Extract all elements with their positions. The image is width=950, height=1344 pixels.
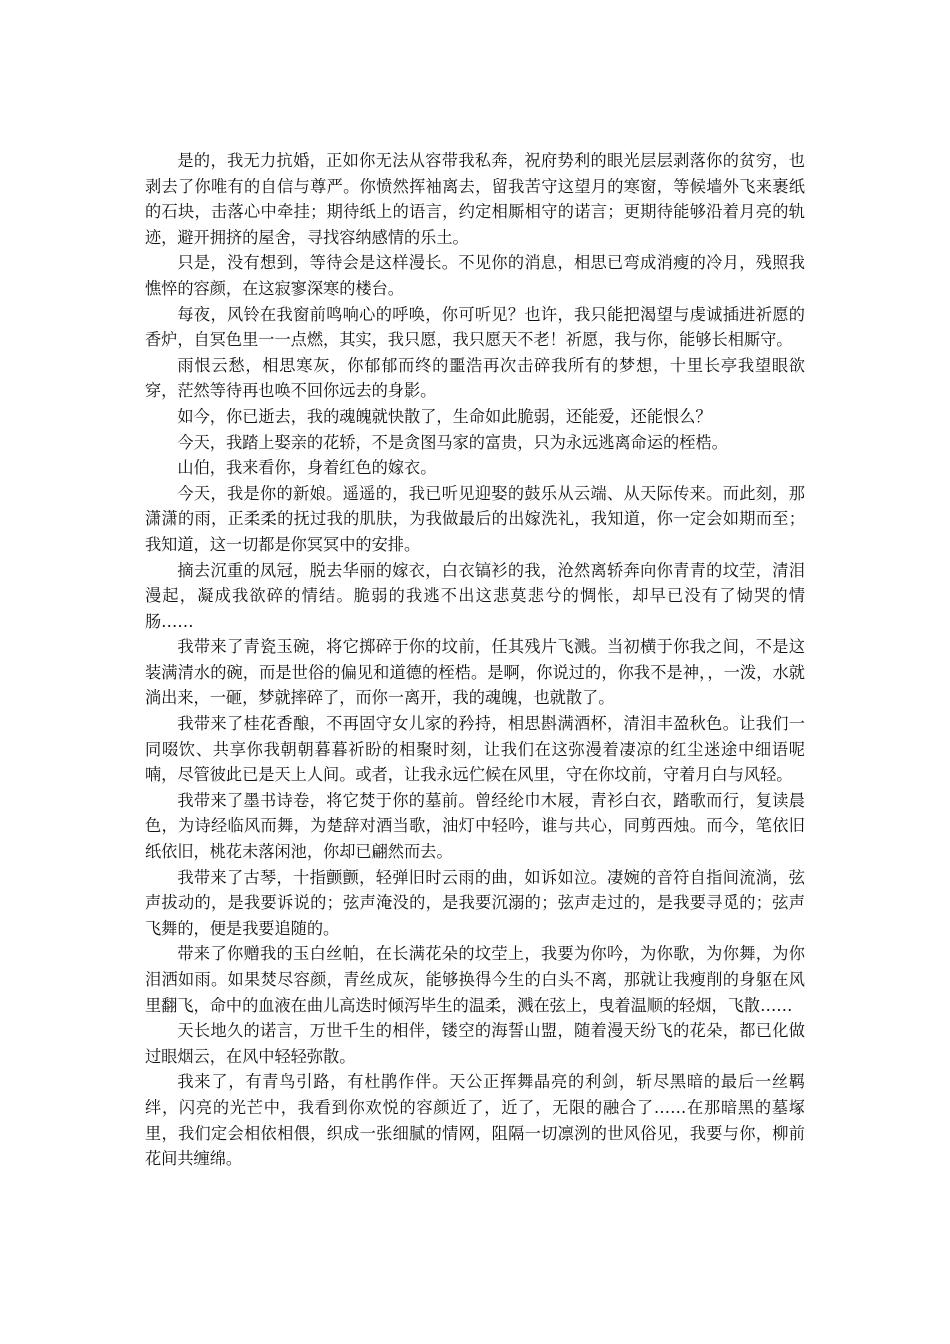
paragraph: 雨恨云愁，相思寒灰，你郁郁而终的噩浩再次击碎我所有的梦想，十里长亭我望眼欲穿，茫然等待再也唤不回你远去的身影。: [145, 355, 805, 401]
paragraph: 我来了，有青鸟引路，有杜鹃作伴。天公正挥舞晶亮的利剑，斩尽黑暗的最后一丝羁绊，闪亮的光芒中，我看到你欢悦的容颜近了，近了，无限的融合了……在那暗黑的墓塚里，我们定会相依相偎，织成一张细腻的情网，阻隔一切凛洌的世风俗见，我要与你，柳前花间共缠绵。: [145, 1072, 805, 1169]
paragraph: 只是，没有想到，等待会是这样漫长。不见你的消息，相思已弯成消瘦的冷月，残照我憔悴的容颜，在这寂寥深寒的楼台。: [145, 253, 805, 298]
paragraph: 每夜，风铃在我窗前鸣响心的呼唤，你可听见？也许，我只能把渴望与虔诚插进祈愿的香炉，自冥色里一一点燃，其实，我只愿，我只愿天不老！祈愿，我与你，能够长相厮守。: [145, 304, 805, 350]
paragraph: 今天，我是你的新娘。遥遥的，我已听见迎娶的鼓乐从云端、从天际传来。而此刻，那潇潇的雨，正柔柔的抚过我的肌肤，为我做最后的出嫁洗礼，我知道，你一定会如期而至；我知道，这一切都是你冥冥中的安排。: [145, 483, 805, 554]
paragraph: 带来了你赠我的玉白丝帕，在长满花朵的坟茔上，我要为你吟，为你歌，为你舞，为你泪洒如雨。如果焚尽容颜，青丝成灰，能够换得今生的白头不离，那就让我瘦削的身躯在风里翻飞，命中的血液在曲儿高迭时倾泻毕生的温柔，溅在弦上，曳着温顺的轻烟，飞散……: [145, 944, 805, 1015]
paragraph: 我带来了青瓷玉碗，将它掷碎于你的坟前，任其残片飞溅。当初横于你我之间，不是这装满清水的碗，而是世俗的偏见和道德的桎梏。是啊，你说过的，你我不是神，，一泼，水就淌出来，一砸，梦就摔碎了，而你一离开，我的魂魄，也就散了。: [145, 637, 805, 708]
paragraph: 我带来了桂花香酿，不再固守女儿家的矜持，相思斟满酒杯，清泪丰盈秋色。让我们一同啜饮、共享你我朝朝暮暮祈盼的相聚时刻，让我们在这弥漫着凄凉的红尘迷途中细语呢喃，尽管彼此已是天上人间。或者，让我永远伫候在风里，守在你坟前，守着月白与风轻。: [145, 714, 805, 785]
paragraph: 是的，我无力抗婚，正如你无法从容带我私奔，祝府势利的眼光层层剥落你的贫穷，也剥去了你唯有的自信与尊严。你愤然挥袖离去，留我苦守这望月的寒窗，等候墙外飞来裹纸的石块，击落心中牵挂；期待纸上的语言，约定相厮相守的诺言；更期待能够沿着月亮的轨迹，避开拥挤的屋舍，寻找容纳感情的乐土。: [145, 151, 805, 247]
paragraph: 如今，你已逝去，我的魂魄就快散了，生命如此脆弱，还能爱，还能恨么？: [177, 406, 712, 426]
paragraph: 我带来了古琴，十指颤颤，轻弹旧时云雨的曲，如诉如泣。凄婉的音符自指间流淌，弦声拔动的，是我要诉说的；弦声淹没的，是我要沉溺的；弦声走过的，是我要寻觅的；弦声飞舞的，便是我要追随的。: [145, 867, 805, 938]
document-body: [145, 148, 805, 1172]
paragraph: 天长地久的诺言，万世千生的相伴，镂空的海誓山盟，随着漫天纷飞的花朵，都已化做过眼烟云，在风中轻轻弥散。: [145, 1021, 805, 1066]
paragraph: 今天，我踏上娶亲的花轿，不是贪图马家的富贵，只为永远逃离命运的桎梏。: [177, 432, 728, 452]
paragraph: 我带来了墨书诗卷，将它焚于你的墓前。曾经纶巾木屐，青衫白衣，踏歌而行，复读晨色，为诗经临风而舞，为楚辞对酒当歌，油灯中轻吟，谁与共心，同剪西烛。而今，笔依旧纸依旧，桃花未落闲池，你却已翩然而去。: [145, 790, 805, 862]
paragraph: 摘去沉重的凤冠，脱去华丽的嫁衣，白衣镐衫的我，沧然离轿奔向你青青的坟茔，清泪漫起，凝成我欲碎的情结。脆弱的我逃不出这悲莫悲兮的惆怅，却早已没有了恸哭的情肠……: [145, 560, 805, 631]
paragraph: 山伯，我来看你，身着红色的嫁衣。: [177, 458, 437, 478]
